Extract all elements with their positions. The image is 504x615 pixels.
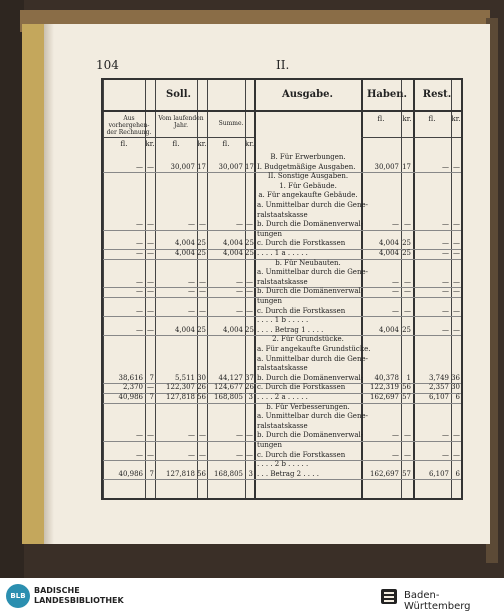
ledger-cell-rest: 3,749 xyxy=(428,373,449,382)
ledger-cell-curr: 30,007 xyxy=(170,162,195,171)
ledger-cell-rest: — xyxy=(442,325,449,334)
ledger-cell-curr: 4,004 xyxy=(174,325,195,334)
ledger-cell-prevk: — xyxy=(147,239,154,248)
ledger-cell-curr: — xyxy=(188,306,195,315)
ledger-cell-currk: 30 xyxy=(197,373,206,382)
ledger-description: . . . . 2 a . . . . . xyxy=(257,393,308,401)
fl-label: fl. xyxy=(222,140,230,148)
ledger-cell-rest: — xyxy=(442,450,449,459)
ledger-cell-currk: — xyxy=(199,287,206,296)
kr-label: kr. xyxy=(145,140,155,148)
ledger-cell-prev: 40,986 xyxy=(118,393,143,401)
ledger-cell-curr: — xyxy=(188,277,195,286)
ledger-description: ralstaatskasse xyxy=(257,364,308,373)
ledger-cell-rest: — xyxy=(442,306,449,315)
ledger-cell-habenk: 25 xyxy=(402,239,411,248)
ledger-cell-haben: 30,007 xyxy=(374,162,399,171)
fl-label: fl. xyxy=(428,115,436,123)
ledger-cell-haben: 122,319 xyxy=(370,383,399,392)
ledger-cell-habenk: 1 xyxy=(406,373,411,382)
ledger-cell-haben: 162,697 xyxy=(370,393,399,401)
ledger-cell-sum: 44,127 xyxy=(218,373,243,382)
col-line xyxy=(254,80,256,498)
ledger-cell-prev: — xyxy=(136,249,143,257)
ledger-cell-habenk: 56 xyxy=(402,383,411,392)
ledger-cell-haben: 4,004 xyxy=(378,249,399,257)
ledger-cell-prevk: — xyxy=(147,383,154,392)
ledger-cell-restk: — xyxy=(453,287,460,296)
ledger-cell-prev: 40,986 xyxy=(118,469,143,478)
ledger-description: tungen xyxy=(257,297,282,305)
ledger-cell-currk: 26 xyxy=(197,383,206,392)
ledger-cell-curr: — xyxy=(188,287,195,296)
kr-label: kr. xyxy=(197,140,207,148)
ledger-description: ralstaatskasse xyxy=(257,421,308,430)
library-name xyxy=(34,586,124,607)
fl-label: fl. xyxy=(120,140,128,148)
ledger-description: b. Für Neubauten. xyxy=(275,258,341,267)
ledger-description: II. Sonstige Ausgaben. xyxy=(267,172,349,181)
ledger-cell-habenk: — xyxy=(404,220,411,229)
state-name: Baden-Württemberg xyxy=(404,590,471,612)
ledger-cell-sumk: — xyxy=(246,450,253,459)
ledger-description: b. Für Verbesserungen. xyxy=(266,402,350,411)
ledger-cell-curr: — xyxy=(188,431,195,440)
ledger-cell-restk: 36 xyxy=(451,373,460,382)
ledger-cell-rest: — xyxy=(442,431,449,440)
header-rule xyxy=(361,137,461,138)
ledger-cell-currk: 56 xyxy=(197,393,206,401)
ledger-description: B. Für Erwerbungen. xyxy=(270,153,346,161)
ledger-cell-curr: 5,511 xyxy=(174,373,195,382)
ledger-cell-rest: — xyxy=(442,220,449,229)
ledger-cell-sum: — xyxy=(236,277,243,286)
ledger-cell-sumk: 37 xyxy=(245,373,254,382)
ledger-description: c. Durch die Forstkassen xyxy=(257,306,346,315)
ledger-cell-sumk: — xyxy=(246,277,253,286)
ledger-cell-restk: — xyxy=(453,239,460,248)
col-sum-header: Summe. xyxy=(218,120,244,127)
col-curr-header: Vom laufenden Jahr. xyxy=(158,115,204,129)
ledger-cell-sumk: — xyxy=(246,306,253,315)
ledger-cell-prevk: — xyxy=(147,450,154,459)
ledger-cell-rest: 2,357 xyxy=(428,383,449,392)
state-coat-of-arms-icon xyxy=(378,585,400,607)
ledger-cell-haben: — xyxy=(392,220,399,229)
ledger-cell-sum: 124,677 xyxy=(214,383,243,392)
ledger-cell-currk: — xyxy=(199,431,206,440)
ledger-cell-sumk: — xyxy=(246,220,253,229)
ledger-cell-rest: 6,107 xyxy=(428,393,449,401)
ledger-description: ralstaatskasse xyxy=(257,210,308,219)
ledger-description: b. Durch die Domänenverwal- xyxy=(257,287,364,296)
ledger-cell-habenk: — xyxy=(404,277,411,286)
ledger-cell-habenk: — xyxy=(404,287,411,296)
ledger-cell-sum: 168,805 xyxy=(214,393,243,401)
ledger-cell-prevk: — xyxy=(147,287,154,296)
ledger-cell-habenk: — xyxy=(404,431,411,440)
ledger-cell-currk: 25 xyxy=(197,249,206,257)
ledger-cell-prev: 2,370 xyxy=(122,383,143,392)
soll-header: Soll. xyxy=(166,89,191,100)
ledger-cell-rest: 6,107 xyxy=(428,469,449,478)
ledger-cell-habenk: — xyxy=(404,306,411,315)
ledger-cell-sumk: 25 xyxy=(245,325,254,334)
library-name-line2: LANDESBIBLIOTHEK xyxy=(34,596,124,606)
ledger-description: b. Durch die Domänenverwal- xyxy=(257,373,364,382)
ledger-cell-prevk: — xyxy=(147,249,154,257)
ledger-cell-haben: — xyxy=(392,450,399,459)
library-name-line1: BADISCHE xyxy=(34,586,80,595)
ledger-cell-haben: — xyxy=(392,306,399,315)
ledger-cell-prev: — xyxy=(136,431,143,440)
header-rule xyxy=(103,110,461,112)
ledger-cell-prevk: — xyxy=(147,277,154,286)
ledger-description: c. Durch die Forstkassen xyxy=(257,450,346,459)
ledger-cell-currk: — xyxy=(199,450,206,459)
ledger-cell-currk: 25 xyxy=(197,239,206,248)
ledger-cell-restk: — xyxy=(453,277,460,286)
ledger-cell-restk: 6 xyxy=(455,469,460,478)
ledger-cell-prev: — xyxy=(136,325,143,334)
footer-bar xyxy=(0,578,504,615)
header-rule xyxy=(103,137,254,138)
ledger-cell-curr: — xyxy=(188,450,195,459)
ledger-cell-habenk: — xyxy=(404,450,411,459)
page-number: 104 xyxy=(96,58,119,72)
ledger-cell-sum: 4,004 xyxy=(222,239,243,248)
ledger-cell-sumk: — xyxy=(246,287,253,296)
ledger-cell-haben: — xyxy=(392,431,399,440)
ledger-cell-haben: 162,697 xyxy=(370,469,399,478)
ledger-cell-haben: 4,004 xyxy=(378,239,399,248)
ledger-cell-rest: — xyxy=(442,287,449,296)
ledger-table xyxy=(101,78,463,500)
ledger-cell-currk: 17 xyxy=(197,162,206,171)
ledger-cell-currk: — xyxy=(199,306,206,315)
ledger-cell-prev: — xyxy=(136,277,143,286)
fl-label: fl. xyxy=(377,115,385,123)
ledger-cell-restk: — xyxy=(453,306,460,315)
ledger-cell-curr: 127,818 xyxy=(166,393,195,401)
ledger-cell-sum: — xyxy=(236,431,243,440)
ledger-description: a. Unmittelbar durch die Gene- xyxy=(257,201,368,209)
ledger-cell-sum: 4,004 xyxy=(222,325,243,334)
ledger-cell-currk: 56 xyxy=(197,469,206,478)
ledger-cell-haben: — xyxy=(392,277,399,286)
ledger-cell-rest: — xyxy=(442,249,449,257)
ledger-cell-rest: — xyxy=(442,277,449,286)
ledger-cell-curr: 4,004 xyxy=(174,249,195,257)
ledger-description: . . . . 1 a . . . . . xyxy=(257,249,308,257)
fl-label: fl. xyxy=(172,140,180,148)
ledger-cell-rest: — xyxy=(442,162,449,171)
ledger-description: 1. Für Gebäude. xyxy=(279,181,337,190)
ledger-cell-sum: 30,007 xyxy=(218,162,243,171)
ledger-description: a. Unmittelbar durch die Gene- xyxy=(257,412,368,421)
haben-header: Haben. xyxy=(366,89,408,100)
blb-logo: BLB xyxy=(6,584,30,608)
ledger-description: a. Für angekaufte Grundstücke. xyxy=(257,345,371,353)
ledger-cell-restk: — xyxy=(453,450,460,459)
ledger-description: c. Durch die Forstkassen xyxy=(257,239,346,248)
ledger-cell-sumk: — xyxy=(246,431,253,440)
ledger-description: b. Durch die Domänenverwal- xyxy=(257,431,364,440)
ledger-cell-prev: — xyxy=(136,220,143,229)
ledger-description: 2. Für Grundstücke. xyxy=(272,335,344,344)
ledger-cell-restk: 30 xyxy=(451,383,460,392)
ledger-description: . . . . 2 b . . . . . xyxy=(257,460,309,469)
ledger-description: a. Unmittelbar durch die Gene- xyxy=(257,268,368,277)
ledger-cell-prev: 38,616 xyxy=(118,373,143,382)
ledger-cell-restk: — xyxy=(453,431,460,440)
ledger-cell-habenk: 25 xyxy=(402,325,411,334)
gutter-shadow xyxy=(44,24,54,544)
ledger-cell-prev: — xyxy=(136,450,143,459)
ledger-cell-haben: 4,004 xyxy=(378,325,399,334)
ledger-cell-sumk: 3 xyxy=(248,393,253,401)
ledger-cell-prev: — xyxy=(136,239,143,248)
ledger-cell-sum: — xyxy=(236,450,243,459)
ledger-cell-habenk: 57 xyxy=(402,393,411,401)
ledger-cell-restk: — xyxy=(453,325,460,334)
kr-label: kr. xyxy=(245,140,255,148)
ledger-cell-prevk: — xyxy=(147,220,154,229)
ledger-cell-sumk: 25 xyxy=(245,249,254,257)
ledger-cell-prevk: — xyxy=(147,306,154,315)
ledger-cell-prev: — xyxy=(136,287,143,296)
ledger-description: . . . . 1 b . . . . . xyxy=(257,316,309,325)
ledger-description: c. Durch die Forstkassen xyxy=(257,383,346,392)
ledger-cell-prevk: 7 xyxy=(149,469,154,478)
row-rule xyxy=(103,479,461,480)
ledger-cell-currk: — xyxy=(199,220,206,229)
ledger-cell-restk: — xyxy=(453,162,460,171)
ledger-cell-curr: 4,004 xyxy=(174,239,195,248)
ledger-description: tungen xyxy=(257,229,282,238)
ledger-cell-sum: — xyxy=(236,306,243,315)
ledger-cell-prev: — xyxy=(136,162,143,171)
ledger-cell-prevk: 7 xyxy=(149,373,154,382)
ledger-cell-prevk: — xyxy=(147,162,154,171)
ledger-cell-prevk: 7 xyxy=(149,393,154,401)
book-spine xyxy=(0,0,24,578)
ledger-description: ralstaatskasse xyxy=(257,277,308,286)
ledger-cell-sum: 4,004 xyxy=(222,249,243,257)
ledger-cell-prev: — xyxy=(136,306,143,315)
ledger-cell-habenk: 17 xyxy=(402,162,411,171)
rest-header: Rest. xyxy=(422,89,452,100)
ledger-cell-sum: — xyxy=(236,220,243,229)
ledger-cell-prevk: — xyxy=(147,325,154,334)
ledger-cell-curr: 122,307 xyxy=(166,383,195,392)
ledger-cell-currk: — xyxy=(199,277,206,286)
ledger-description: b. Durch die Domänenverwal- xyxy=(257,220,364,229)
ledger-description: I. Budgetmäßige Ausgaben. xyxy=(257,162,356,171)
ledger-cell-haben: 40,378 xyxy=(374,373,399,382)
ledger-description: tungen xyxy=(257,441,282,449)
ledger-cell-curr: 127,818 xyxy=(166,469,195,478)
ledger-description: . . . . Betrag 1 . . . . xyxy=(257,325,324,334)
ledger-cell-restk: — xyxy=(453,249,460,257)
ledger-cell-sumk: 17 xyxy=(245,162,254,171)
ausgabe-header: Ausgabe. xyxy=(282,89,333,100)
col-prev-header: Aus vorhergehen- der Rechnung. xyxy=(106,115,152,136)
ledger-cell-restk: — xyxy=(453,220,460,229)
ledger-description: . . . Betrag 2 . . . . xyxy=(257,469,319,478)
ledger-description: a. Unmittelbar durch die Gene- xyxy=(257,354,368,363)
ledger-cell-sumk: 26 xyxy=(245,383,254,392)
kr-label: kr. xyxy=(451,115,461,123)
ledger-description: a. Für angekaufte Gebäude. xyxy=(258,191,358,200)
kr-label: kr. xyxy=(402,115,412,123)
ledger-cell-sum: — xyxy=(236,287,243,296)
ledger-cell-restk: 6 xyxy=(455,393,460,401)
ledger-cell-sumk: 3 xyxy=(248,469,253,478)
ledger-cell-habenk: 57 xyxy=(402,469,411,478)
ledger-cell-prevk: — xyxy=(147,431,154,440)
ledger-cell-sumk: 25 xyxy=(245,239,254,248)
ledger-cell-sum: 168,805 xyxy=(214,469,243,478)
ledger-cell-haben: — xyxy=(392,287,399,296)
ledger-cell-currk: 25 xyxy=(197,325,206,334)
ledger-cell-curr: — xyxy=(188,220,195,229)
section-heading: II. xyxy=(276,58,290,72)
ledger-cell-habenk: 25 xyxy=(402,249,411,257)
ledger-cell-rest: — xyxy=(442,239,449,248)
